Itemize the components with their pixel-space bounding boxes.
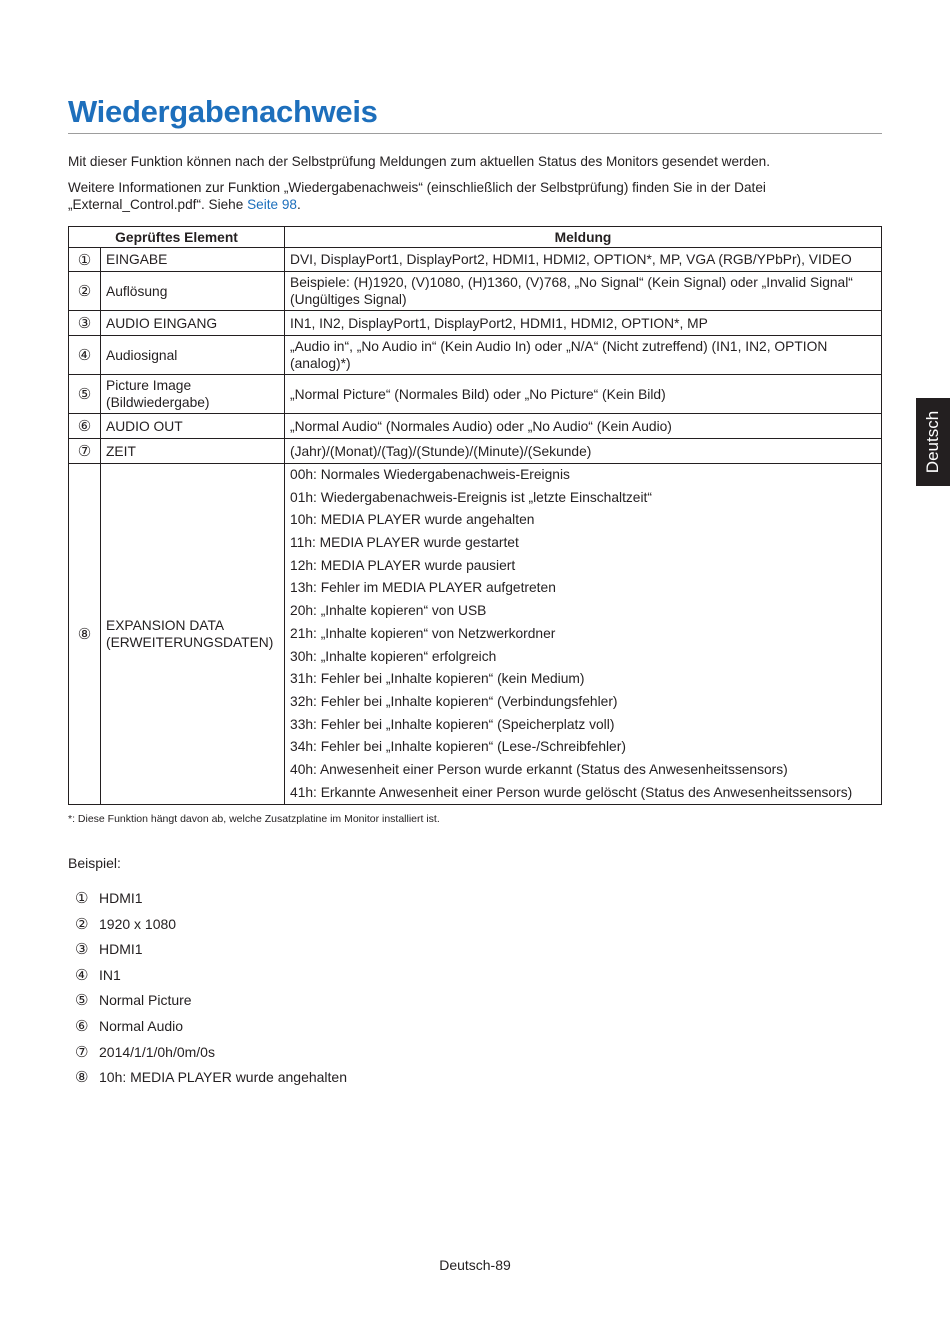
example-item <box>75 963 347 989</box>
expansion-message: 34h: Fehler bei „Inhalte kopieren“ (Lese-/Schreibfehler) <box>290 739 626 755</box>
expansion-message: 30h: „Inhalte kopieren“ erfolgreich <box>290 648 497 664</box>
column-header-message: Meldung <box>285 227 882 248</box>
message-cell-list <box>285 464 882 805</box>
example-item-number: ④ <box>75 966 89 984</box>
page-number: Deutsch-89 <box>439 1257 511 1273</box>
message-cell: Beispiele: (H)1920, (V)1080, (H)1360, (V)768, „No Signal“ (Kein Signal) oder „Invalid Signal“ (Ungültiges Signal) <box>285 272 882 311</box>
message-cell: DVI, DisplayPort1, DisplayPort2, HDMI1, HDMI2, OPTION*, MP, VGA (RGB/YPbPr), VIDEO <box>285 248 882 272</box>
expansion-message: 20h: „Inhalte kopieren“ von USB <box>290 603 487 619</box>
message-cell: „Audio in“, „No Audio in“ (Kein Audio In) oder „N/A“ (Nicht zutreffend) (IN1, IN2, OPTION (analog)*) <box>285 336 882 375</box>
info-text: Weitere Informationen zur Funktion „Wiedergabenachweis“ (einschließlich der Selbstprüfung) finden Sie in der Datei „External_Control.pdf“. Siehe <box>68 180 766 212</box>
expansion-message: 31h: Fehler bei „Inhalte kopieren“ (kein Medium) <box>290 671 585 687</box>
example-item-number: ⑥ <box>75 1017 89 1035</box>
language-tab[interactable] <box>916 398 950 486</box>
table-row <box>69 336 882 375</box>
table-row-expansion <box>69 464 882 805</box>
element-cell: Picture Image (Bildwiedergabe) <box>101 375 285 414</box>
example-item <box>75 1065 347 1091</box>
element-cell: Auflösung <box>101 272 285 311</box>
table-row <box>69 414 882 439</box>
table-row <box>69 439 882 464</box>
row-number: ④ <box>69 336 101 375</box>
element-cell: AUDIO OUT <box>101 414 285 439</box>
title-divider <box>68 133 882 134</box>
message-cell: IN1, IN2, DisplayPort1, DisplayPort2, HDMI1, HDMI2, OPTION*, MP <box>285 311 882 336</box>
example-item-number: ⑦ <box>75 1043 89 1061</box>
expansion-message: 40h: Anwesenheit einer Person wurde erkannt (Status des Anwesenheitssensors) <box>290 761 788 777</box>
example-item-text: IN1 <box>99 966 121 983</box>
expansion-message: 12h: MEDIA PLAYER wurde pausiert <box>290 557 516 573</box>
table-row <box>69 375 882 414</box>
intro-paragraph: Mit dieser Funktion können nach der Selbstprüfung Meldungen zum aktuellen Status des Monitors gesendet werden. <box>68 154 771 169</box>
row-number: ⑧ <box>69 464 101 805</box>
element-cell: ZEIT <box>101 439 285 464</box>
row-number: ⑤ <box>69 375 101 414</box>
example-item <box>75 1014 347 1040</box>
example-list <box>75 886 347 1091</box>
footnote: *: Diese Funktion hängt davon ab, welche Zusatzplatine im Monitor installiert ist. <box>68 813 440 825</box>
example-item <box>75 988 347 1014</box>
expansion-message: 10h: MEDIA PLAYER wurde angehalten <box>290 512 535 528</box>
row-number: ③ <box>69 311 101 336</box>
example-label: Beispiel: <box>68 855 121 871</box>
table-row <box>69 272 882 311</box>
example-item-text: 10h: MEDIA PLAYER wurde angehalten <box>99 1069 348 1086</box>
expansion-message: 01h: Wiedergabenachweis-Ereignis ist „letzte Einschaltzeit“ <box>290 489 652 505</box>
expansion-message: 33h: Fehler bei „Inhalte kopieren“ (Speicherplatz voll) <box>290 716 615 732</box>
row-number: ⑥ <box>69 414 101 439</box>
element-cell: EXPANSION DATA (ERWEITERUNGSDATEN) <box>101 464 285 805</box>
expansion-message: 13h: Fehler im MEDIA PLAYER aufgetreten <box>290 580 556 596</box>
expansion-message: 21h: „Inhalte kopieren“ von Netzwerkordner <box>290 625 556 641</box>
example-item-number: ③ <box>75 941 89 959</box>
example-item <box>75 912 347 938</box>
message-cell: „Normal Audio“ (Normales Audio) oder „No Audio“ (Kein Audio) <box>285 414 882 439</box>
page-title: Wiedergabenachweis <box>68 94 378 129</box>
element-cell: Audiosignal <box>101 336 285 375</box>
example-item-number: ⑧ <box>75 1069 89 1087</box>
table-header-row <box>69 227 882 248</box>
example-item-number: ① <box>75 890 89 907</box>
example-item-text: Normal Audio <box>99 1017 184 1034</box>
status-table <box>68 226 882 805</box>
message-cell: „Normal Picture“ (Normales Bild) oder „No Picture“ (Kein Bild) <box>285 375 882 414</box>
element-cell: EINGABE <box>101 248 285 272</box>
example-item-text: Normal Picture <box>99 992 192 1009</box>
example-item-number: ② <box>75 915 89 933</box>
example-item <box>75 937 347 963</box>
message-cell: (Jahr)/(Monat)/(Tag)/(Stunde)/(Minute)/(Sekunde) <box>285 439 882 464</box>
expansion-message: 11h: MEDIA PLAYER wurde gestartet <box>290 535 519 551</box>
info-end: . <box>296 197 301 212</box>
example-item-number: ⑤ <box>75 992 89 1010</box>
page-reference-link[interactable]: Seite 98 <box>247 197 297 212</box>
column-header-element: Geprüftes Element <box>69 227 285 248</box>
expansion-message: 41h: Erkannte Anwesenheit einer Person wurde gelöscht (Status des Anwesenheitssensors) <box>290 784 853 800</box>
example-item-text: 2014/1/1/0h/0m/0s <box>99 1043 215 1060</box>
info-paragraph <box>68 179 828 213</box>
example-item-text: HDMI1 <box>99 941 143 958</box>
expansion-message: 00h: Normales Wiedergabenachweis-Ereignis <box>290 467 570 482</box>
example-item <box>75 1040 347 1066</box>
table-row <box>69 311 882 336</box>
example-item-text: 1920 x 1080 <box>99 915 177 932</box>
example-item <box>75 886 347 912</box>
expansion-message: 32h: Fehler bei „Inhalte kopieren“ (Verbindungsfehler) <box>290 693 618 709</box>
language-tab-label: Deutsch <box>923 410 942 474</box>
example-item-text: HDMI1 <box>99 890 143 906</box>
row-number: ② <box>69 272 101 311</box>
element-cell: AUDIO EINGANG <box>101 311 285 336</box>
row-number: ⑦ <box>69 439 101 464</box>
table-row <box>69 248 882 272</box>
row-number: ① <box>69 248 101 272</box>
